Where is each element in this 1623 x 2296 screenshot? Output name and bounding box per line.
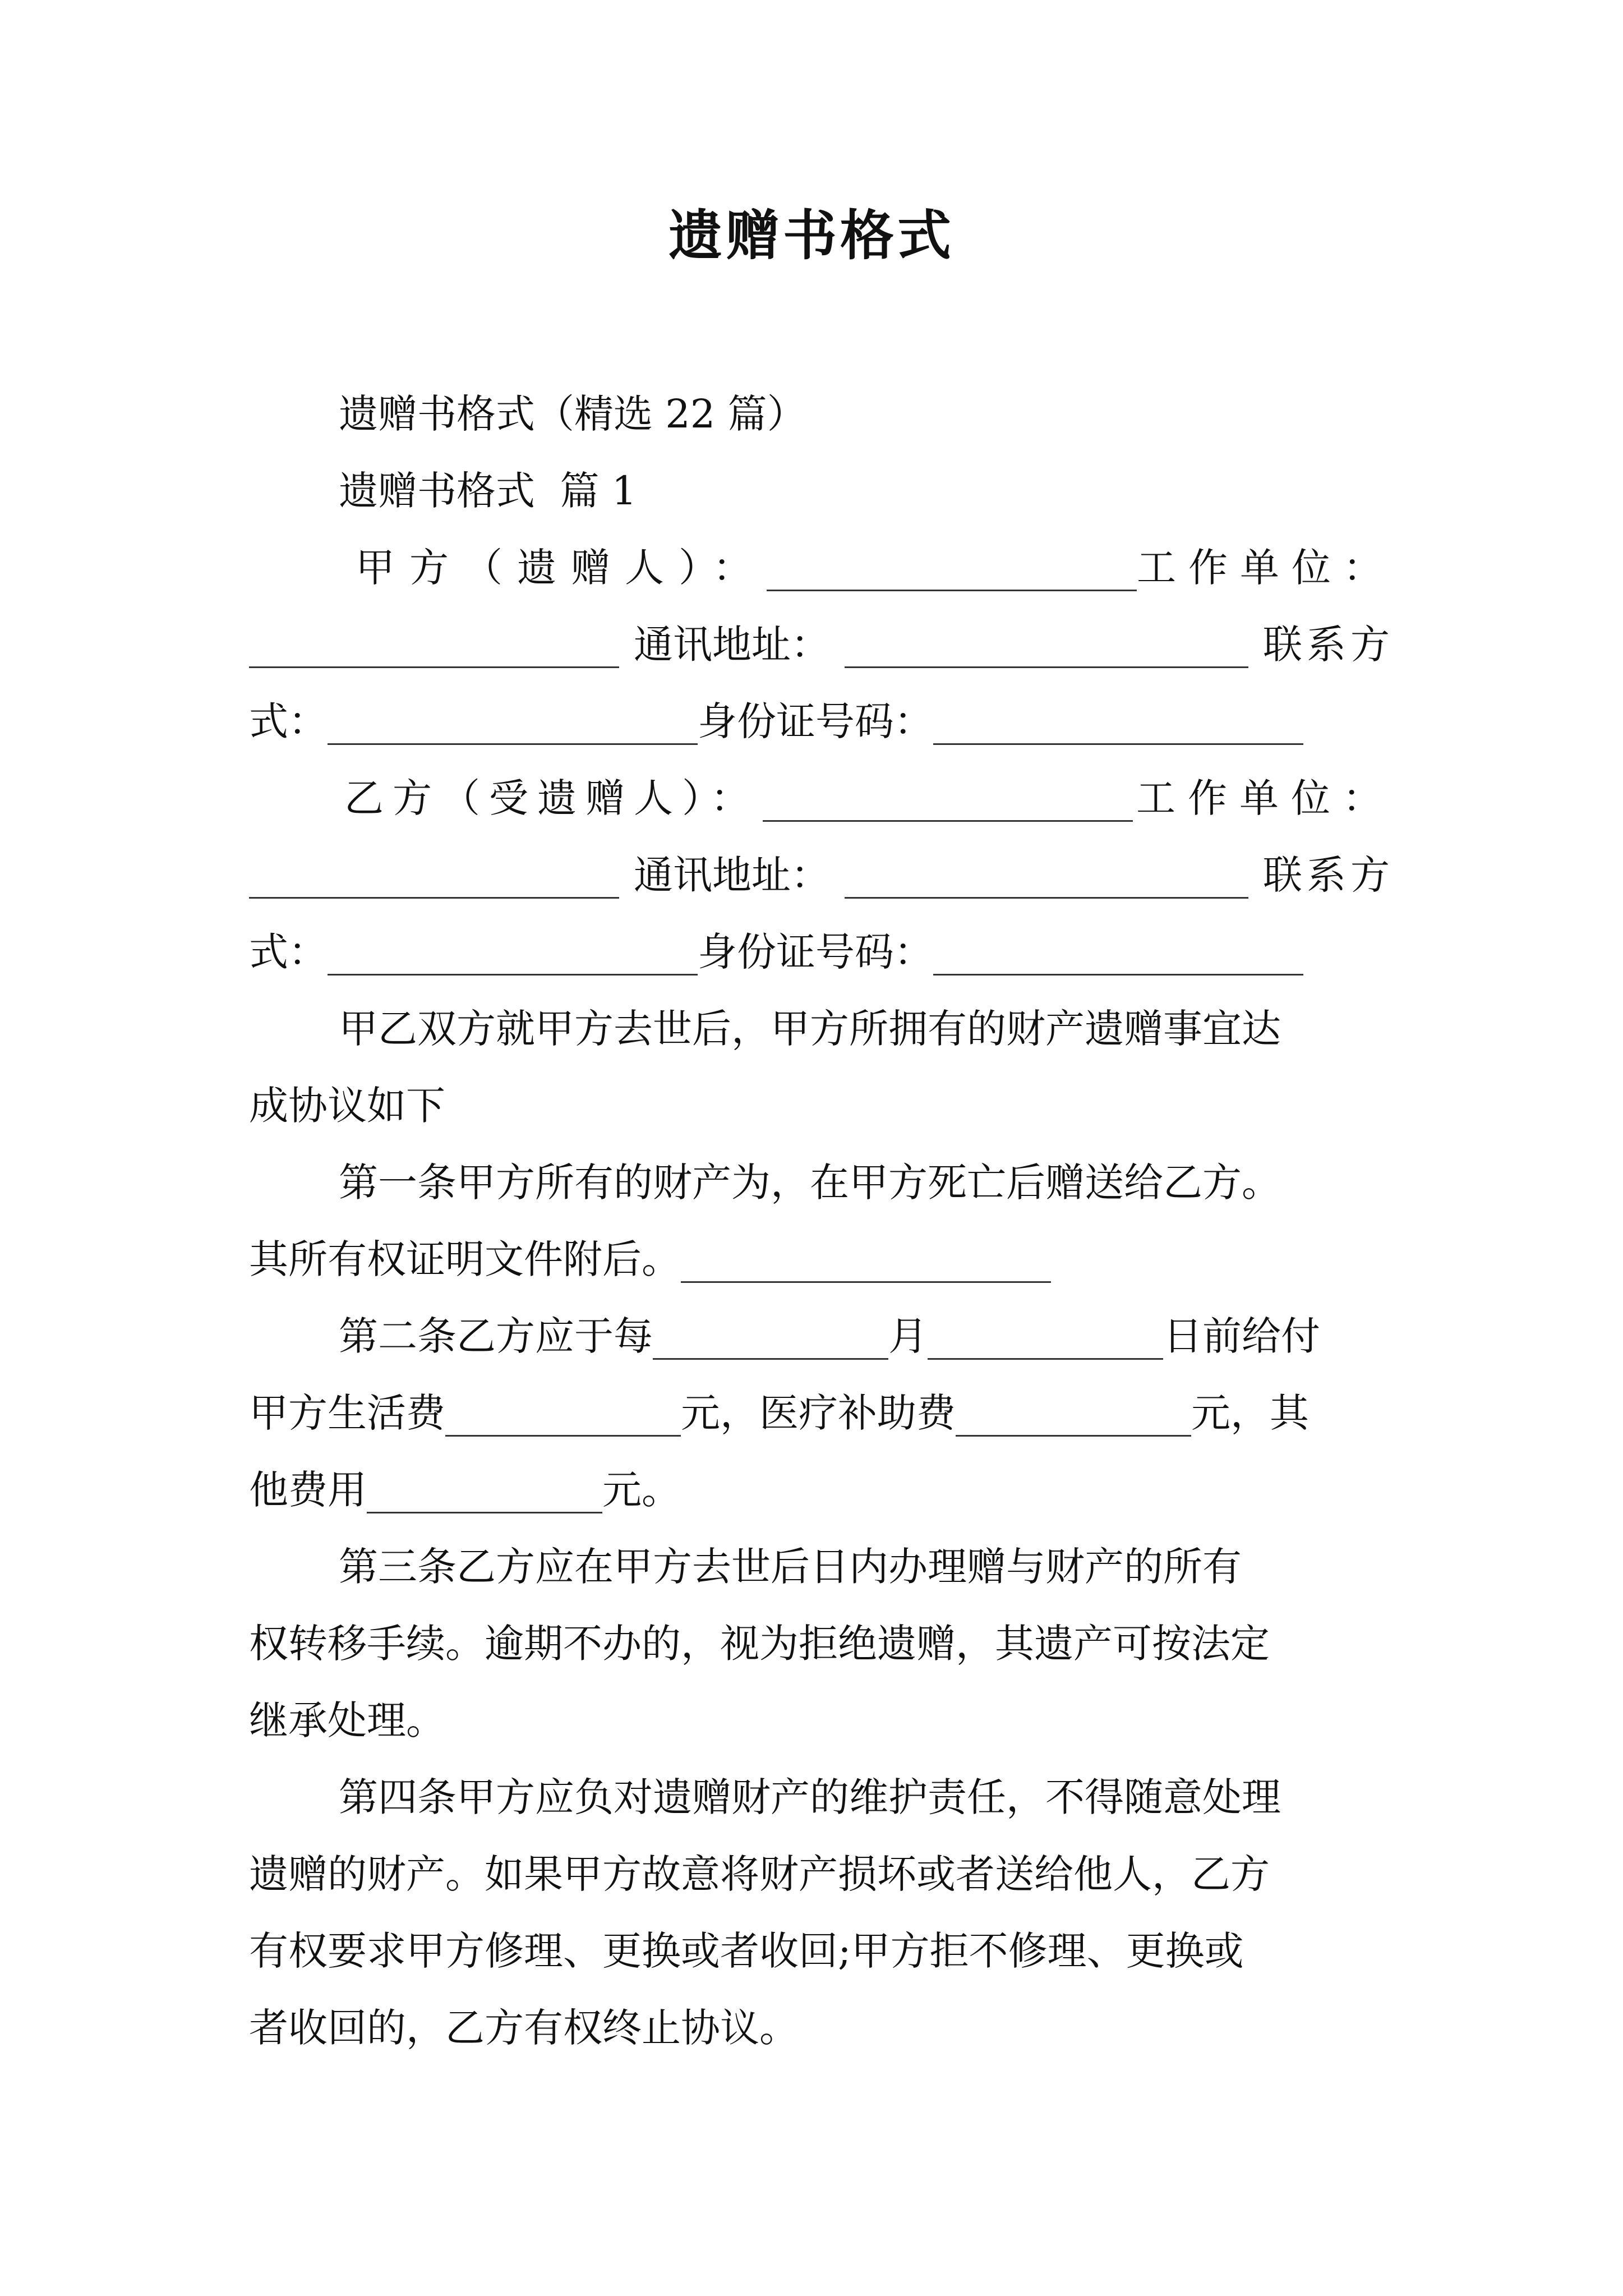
article-4-line-4: 者收回的，乙方有权终止协议。 xyxy=(249,2005,799,2051)
section-heading: 遗赠书格式 篇 1 xyxy=(339,468,637,514)
article-3-line-3: 继承处理。 xyxy=(249,1697,445,1743)
article-2-line-1: 第二条乙方应于每 月 日前给付 xyxy=(339,1313,1320,1359)
party-b-id-label: 身份证号码： xyxy=(698,929,933,975)
article-2-day-blank xyxy=(928,1313,1163,1360)
party-a-address-blank xyxy=(845,622,1248,668)
party-a-contact-label: 联系方 xyxy=(1263,622,1394,668)
party-b-line-1 xyxy=(249,760,1394,837)
party-a-id-label: 身份证号码： xyxy=(698,698,933,744)
article-2-living-expense-blank xyxy=(445,1390,681,1437)
document-body xyxy=(249,376,1394,2067)
article-1-attachment-blank xyxy=(681,1236,1051,1283)
document-title: 遗赠书格式 xyxy=(668,204,955,267)
article-2-medical-subsidy-blank xyxy=(956,1390,1191,1437)
party-b-contact-label: 联系方 xyxy=(1263,852,1394,898)
article-3-line-1: 第三条乙方应在甲方去世后日内办理赠与财产的所有 xyxy=(339,1544,1242,1590)
party-b-label: 乙方（受遗赠人）： xyxy=(344,775,759,821)
party-a-line-3 xyxy=(249,683,1394,760)
party-b-line-3 xyxy=(249,914,1394,991)
party-b-address-blank xyxy=(845,852,1248,899)
party-a-name-blank xyxy=(767,545,1137,591)
party-a-label: 甲方（遗赠人）： xyxy=(356,545,767,591)
intro-paragraph-line-2: 成协议如下 xyxy=(249,1083,445,1129)
article-4-line-2: 遗赠的财产。如果甲方故意将财产损坏或者送给他人，乙方 xyxy=(249,1851,1270,1897)
article-2-month-blank xyxy=(653,1313,888,1360)
party-a-work-unit-label: 工作单位： xyxy=(1137,545,1395,591)
party-b-contact-blank xyxy=(328,929,698,976)
party-b-address-label: 通讯地址： xyxy=(634,852,830,898)
article-1-line-2: 其所有权证明文件附后。 xyxy=(249,1221,1394,1298)
article-2-other-expense-blank xyxy=(367,1467,602,1513)
party-a-address-label: 通讯地址： xyxy=(634,622,830,668)
party-a-contact-label-cont: 式： xyxy=(249,698,328,744)
party-b-work-unit-label: 工作单位： xyxy=(1136,775,1394,821)
article-2-line-2: 甲方生活费 元，医疗补助费 元，其 xyxy=(249,1390,1309,1436)
article-4-line-1: 第四条甲方应负对遗赠财产的维护责任，不得随意处理 xyxy=(339,1774,1281,1820)
party-a-line-1 xyxy=(249,530,1394,606)
article-4-line-3: 有权要求甲方修理、更换或者收回;甲方拒不修理、更换或 xyxy=(249,1928,1244,1974)
party-a-id-blank xyxy=(933,698,1303,745)
party-b-work-unit-blank xyxy=(249,852,619,899)
party-a-contact-blank xyxy=(328,698,698,745)
party-b-line-2 xyxy=(249,837,1394,914)
party-b-contact-label-cont: 式： xyxy=(249,929,328,975)
article-1-line-1: 第一条甲方所有的财产为，在甲方死亡后赠送给乙方。 xyxy=(339,1159,1281,1205)
party-a-work-unit-blank xyxy=(249,622,619,668)
intro-paragraph-line-1: 甲乙双方就甲方去世后，甲方所拥有的财产遗赠事宜达 xyxy=(339,1006,1281,1052)
party-b-name-blank xyxy=(763,775,1133,822)
subtitle: 遗赠书格式（精选 22 篇） xyxy=(339,391,806,437)
article-2-line-3: 他费用 元。 xyxy=(249,1467,681,1513)
party-a-line-2 xyxy=(249,606,1394,683)
article-3-line-2: 权转移手续。逾期不办的，视为拒绝遗赠，其遗产可按法定 xyxy=(249,1621,1270,1667)
party-b-id-blank xyxy=(933,929,1303,976)
